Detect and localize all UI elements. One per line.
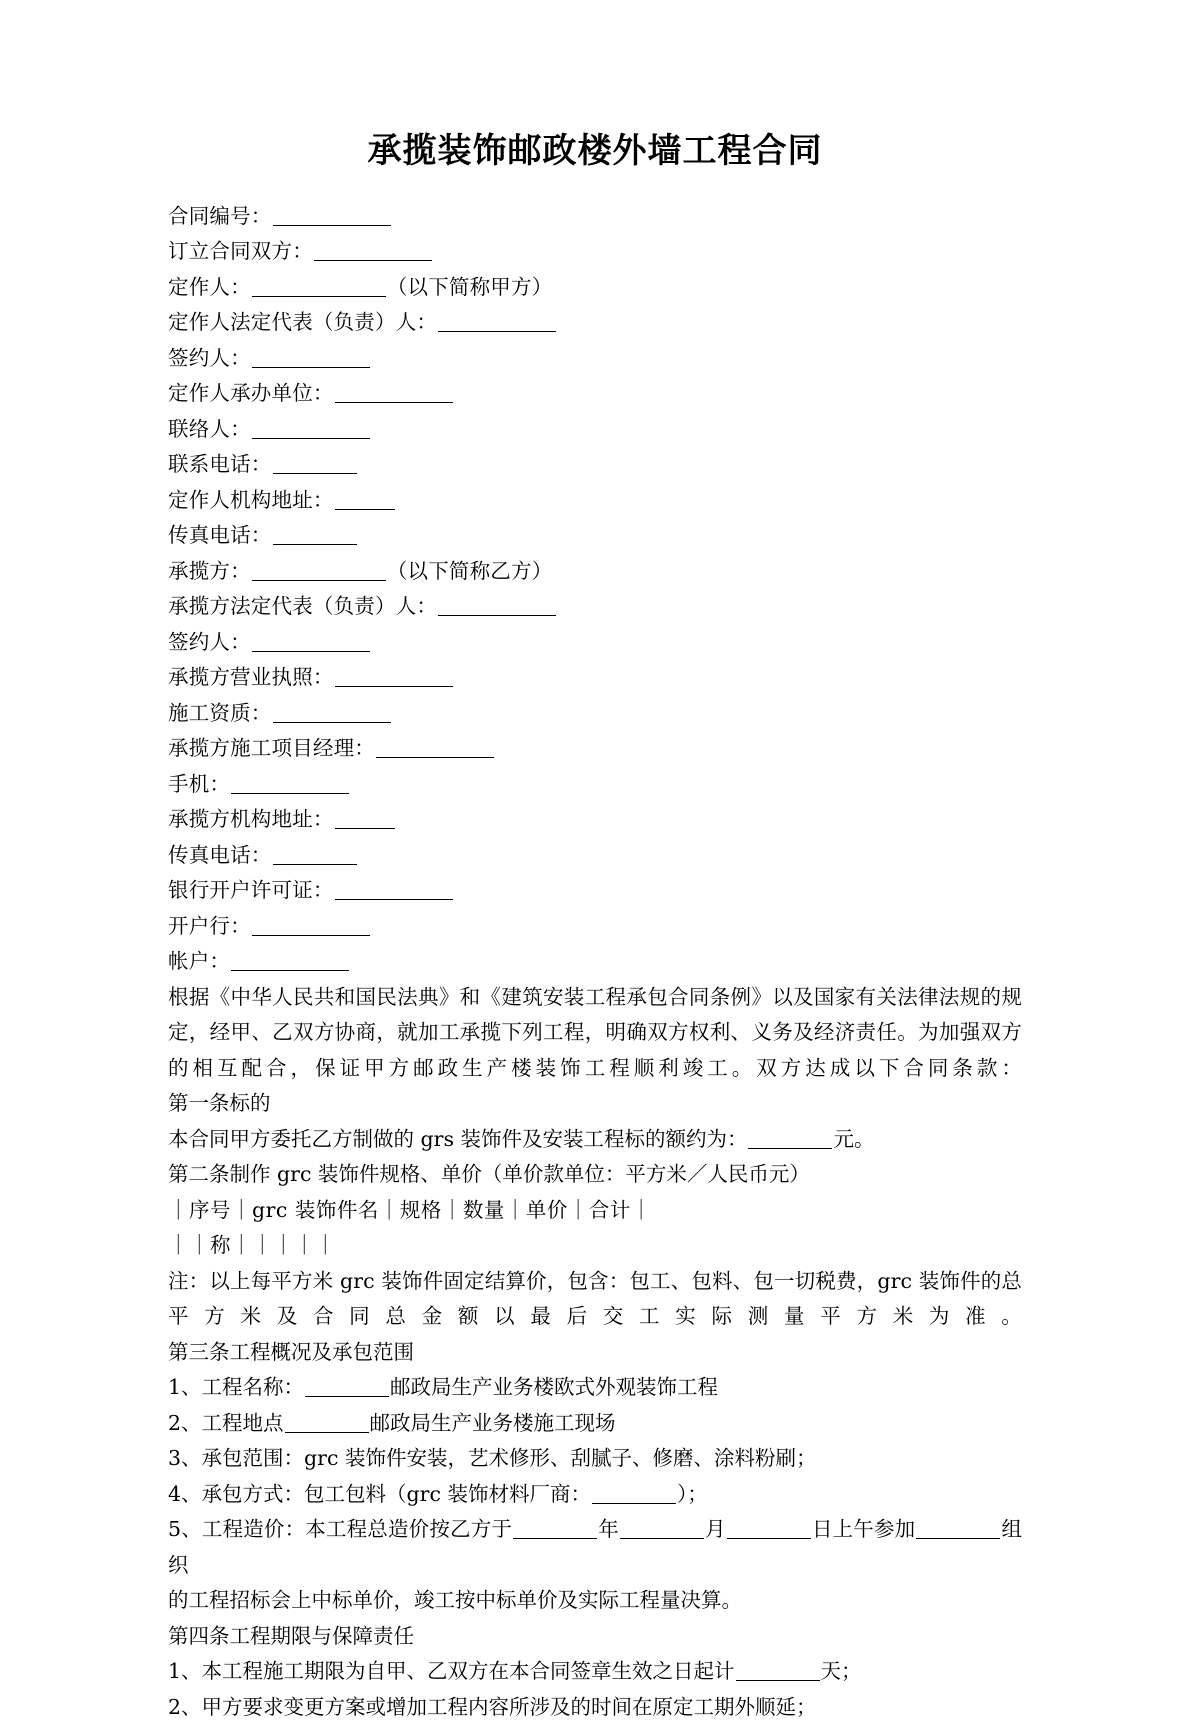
field-blank[interactable] [273,454,357,474]
form-fields-block [168,199,1022,980]
field-blank[interactable] [376,738,494,758]
item-text-part: 5、工程造价：本工程总造价按乙方于 [168,1517,512,1541]
field-label: 签约人： [168,346,251,370]
field-suffix: （以下简称甲方） [387,275,553,299]
field-blank[interactable] [335,667,453,687]
clause-one-body [168,1122,1022,1158]
table-row: ｜序号｜grc 装饰件名｜规格｜数量｜单价｜合计｜ [168,1193,1022,1229]
field-label: 定作人法定代表（负责）人： [168,310,437,334]
field-account-number [168,944,1022,980]
field-client-signatory [168,341,1022,377]
clause-four-heading: 第四条工程期限与保障责任 [168,1619,1022,1655]
field-bank-permit [168,873,1022,909]
field-label: 承揽方法定代表（负责）人： [168,594,437,618]
item-text-after: 邮政局生产业务楼欧式外观装饰工程 [390,1375,718,1399]
item-text-part: 日上午参加 [812,1517,916,1541]
item-text-after: 天； [821,1659,862,1683]
item-text-after: 邮政局生产业务楼施工现场 [370,1411,616,1435]
field-contract-parties [168,234,1022,270]
item-text-before: 1、本工程施工期限为自甲、乙双方在本合同签章生效之日起计 [168,1659,735,1683]
field-label: 手机： [168,772,230,796]
field-client-address [168,483,1022,519]
field-label: 定作人： [168,275,251,299]
field-label: 银行开户许可证： [168,878,334,902]
field-client-fax [168,518,1022,554]
field-label: 订立合同双方： [168,239,313,263]
field-blank[interactable] [438,312,556,332]
field-label: 签约人： [168,630,251,654]
item-text-before: 1、工程名称： [168,1375,304,1399]
field-suffix: （以下简称乙方） [387,559,553,583]
field-label: 联系电话： [168,452,272,476]
field-label: 承揽方施工项目经理： [168,736,375,760]
field-contractor-legal-rep [168,589,1022,625]
item-text-before: 4、承包方式：包工包料（grc 装饰材料厂商： [168,1482,591,1506]
field-client-phone [168,447,1022,483]
material-supplier-blank[interactable] [592,1484,676,1504]
item-text-part: 组织 [168,1517,1022,1577]
field-contractor-fax [168,838,1022,874]
field-label: 承揽方机构地址： [168,807,334,831]
clause-two-note: 注：以上每平方米 grc 装饰件固定结算价，包含：包工、包料、包一切税费，grc 装饰件的总平方米及合同总金额以最后交工实际测量平方米为准。 [168,1264,1022,1335]
field-blank[interactable] [231,951,349,971]
field-construction-qualification [168,696,1022,732]
field-label: 定作人承办单位： [168,381,334,405]
clause-three-item-5-line2: 的工程招标会上中标单价，竣工按中标单价及实际工程量决算。 [168,1583,1022,1619]
clause-three-item-1 [168,1370,1022,1406]
field-blank[interactable] [335,383,453,403]
field-label: 传真电话： [168,843,272,867]
clause-three-item-3: 3、承包范围：grc 装饰件安装，艺术修形、刮腻子、修磨、涂料粉刷； [168,1441,1022,1477]
item-text-after: ）； [677,1482,708,1506]
item-text-part: 月 [705,1517,726,1541]
field-blank[interactable] [335,809,395,829]
field-client-contact-person [168,412,1022,448]
field-label: 合同编号： [168,204,272,228]
clause-four-item-1 [168,1654,1022,1690]
field-contractor-name [168,554,1022,590]
field-label: 承揽方营业执照： [168,665,334,689]
clause-one-heading: 第一条标的 [168,1086,1022,1122]
field-blank[interactable] [438,596,556,616]
project-location-blank[interactable] [285,1413,369,1433]
field-contractor-signatory [168,625,1022,661]
field-blank[interactable] [335,880,453,900]
field-client-name [168,270,1022,306]
clause-two-heading: 第二条制作 grc 装饰件规格、单价（单价款单位：平方米／人民币元） [168,1157,1022,1193]
field-blank[interactable] [273,206,391,226]
field-mobile-phone [168,767,1022,803]
organizer-blank[interactable] [916,1519,1000,1539]
clause-three-item-4 [168,1477,1022,1513]
field-blank[interactable] [273,845,357,865]
item-text-before: 2、工程地点 [168,1411,284,1435]
field-blank[interactable] [273,525,357,545]
clause-three-item-5 [168,1512,1022,1583]
field-contractor-license [168,660,1022,696]
field-bank-branch [168,909,1022,945]
field-blank[interactable] [273,703,391,723]
field-blank[interactable] [252,348,370,368]
amount-blank[interactable] [748,1129,832,1149]
field-label: 传真电话： [168,523,272,547]
field-label: 开户行： [168,914,251,938]
duration-days-blank[interactable] [736,1661,820,1681]
table-row: ｜｜称｜｜｜｜｜ [168,1228,1022,1264]
field-blank[interactable] [252,277,386,297]
field-client-unit [168,376,1022,412]
month-blank[interactable] [620,1519,704,1539]
clause-one-body-after: 元。 [833,1127,874,1151]
field-project-manager [168,731,1022,767]
clause-three-item-2 [168,1406,1022,1442]
field-contract-number [168,199,1022,235]
day-blank[interactable] [727,1519,811,1539]
field-label: 帐户： [168,949,230,973]
field-label: 联络人： [168,417,251,441]
field-blank[interactable] [231,774,349,794]
clause-one-body-before: 本合同甲方委托乙方制做的 grs 装饰件及安装工程标的额约为： [168,1127,747,1151]
clause-four-item-2: 2、甲方要求变更方案或增加工程内容所涉及的时间在原定工期外顺延； [168,1690,1022,1725]
field-label: 定作人机构地址： [168,488,334,512]
field-blank[interactable] [252,916,370,936]
field-blank[interactable] [252,561,386,581]
clause-three-heading: 第三条工程概况及承包范围 [168,1335,1022,1371]
item-text-part: 年 [598,1517,619,1541]
field-blank[interactable] [252,419,370,439]
year-blank[interactable] [513,1519,597,1539]
field-blank[interactable] [335,490,395,510]
field-label: 施工资质： [168,701,272,725]
field-blank[interactable] [252,632,370,652]
preamble-paragraph: 根据《中华人民共和国民法典》和《建筑安装工程承包合同条例》以及国家有关法律法规的规定，经甲、乙双方协商，就加工承揽下列工程，明确双方权利、义务及经济责任。为加强双方的相互配合，保证甲方邮政生产楼装饰工程顺利竣工。双方达成以下合同条款： [168,980,1022,1087]
field-contractor-address [168,802,1022,838]
field-label: 承揽方： [168,559,251,583]
field-client-legal-rep [168,305,1022,341]
page-title: 承揽装饰邮政楼外墙工程合同 [168,130,1022,173]
field-blank[interactable] [314,241,432,261]
project-name-blank[interactable] [305,1377,389,1397]
